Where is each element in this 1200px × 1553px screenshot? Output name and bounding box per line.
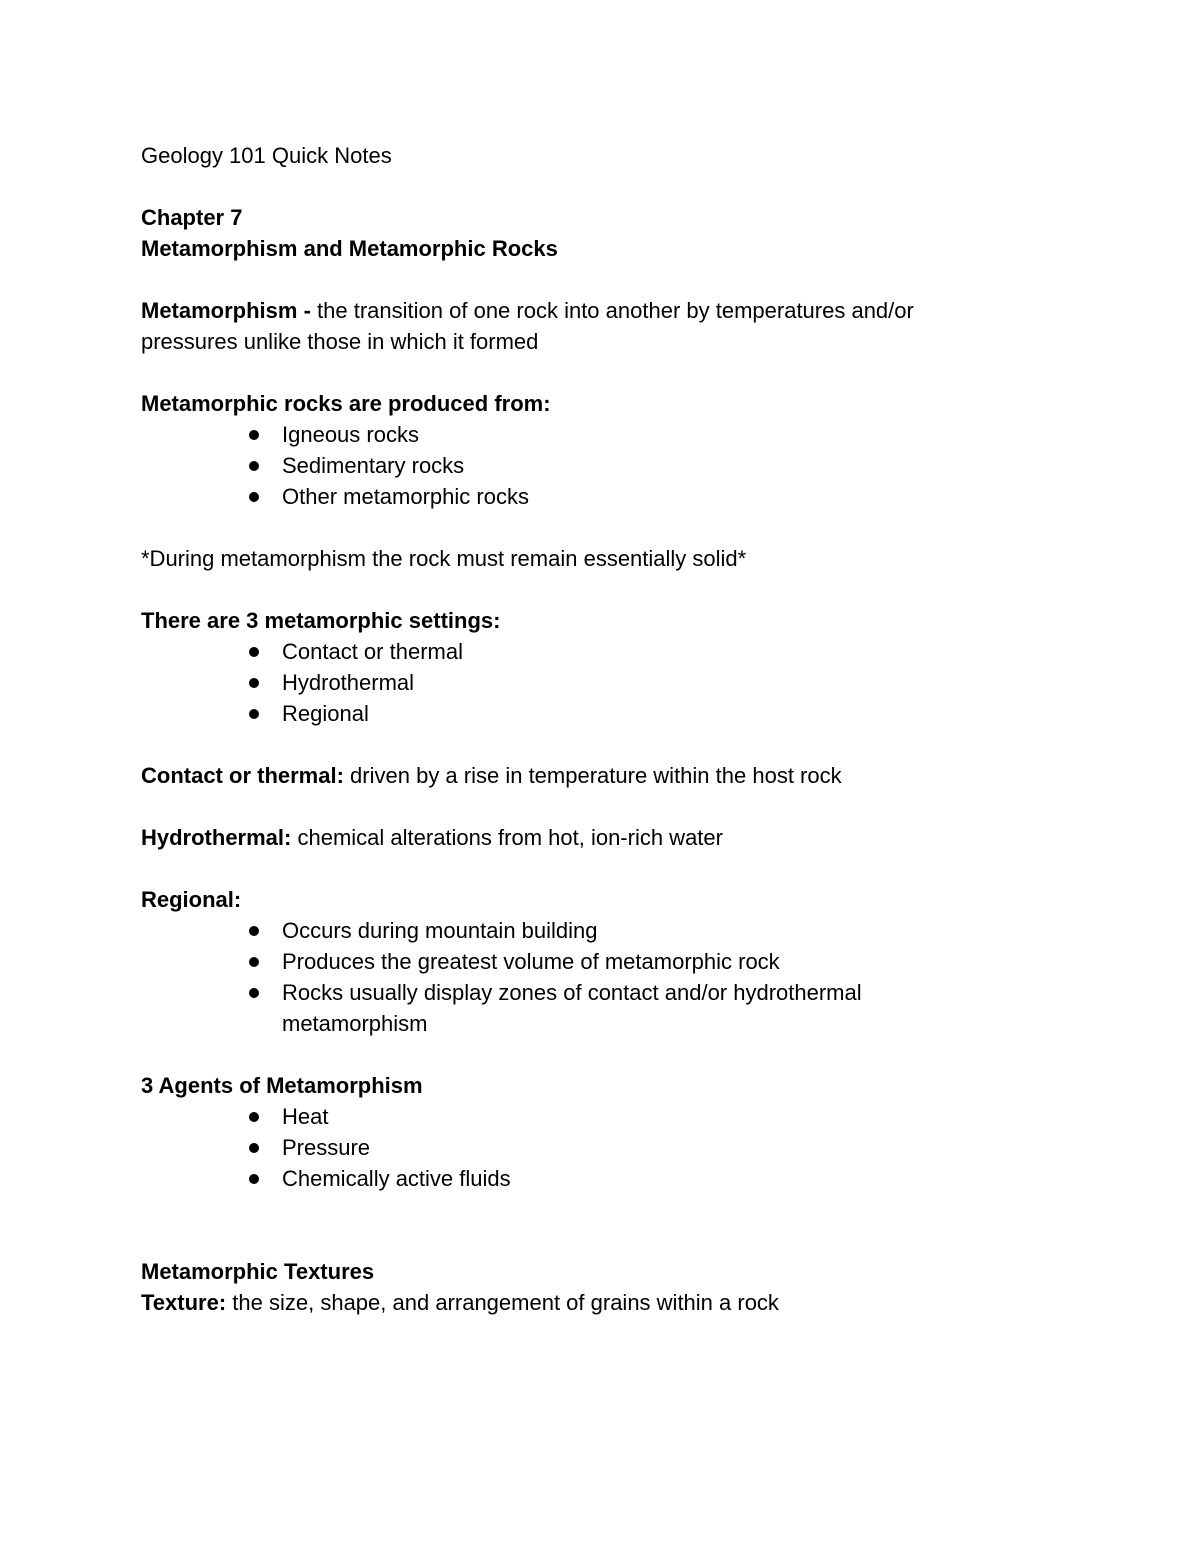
document-body [141,140,1061,1318]
produced-from-heading: Metamorphic rocks are produced from: [141,391,551,416]
list-item-text: Hydrothermal [282,670,415,695]
definition-term: Hydrothermal: [141,825,292,850]
list-item-text: Contact or thermal [282,639,463,664]
settings-list [141,636,1061,729]
document-title: Geology 101 Quick Notes [141,143,392,168]
list-item-text: Sedimentary rocks [282,453,465,478]
list-item-text: Occurs during mountain building [282,918,598,943]
bullet-icon [249,926,259,936]
list-item [282,419,1061,450]
regional-heading: Regional: [141,887,242,912]
definition-text: chemical alterations from hot, ion-rich water [297,825,723,850]
definition-term: Contact or thermal: [141,763,344,788]
bullet-icon [249,647,259,657]
list-item-text: Rocks usually display zones of contact and/or hydrothermal metamorphism [282,980,862,1036]
list-item [282,946,1061,977]
regional-list [141,915,1061,1039]
bullet-icon [249,988,259,998]
spacer [141,264,1061,295]
list-item-text: Regional [282,701,369,726]
spacer [141,357,1061,388]
definition-term: Metamorphism - [141,298,311,323]
texture-definition [141,1287,1061,1318]
list-item-text: Produces the greatest volume of metamorphic rock [282,949,780,974]
spacer [141,1194,1061,1256]
bullet-icon [249,1174,259,1184]
bullet-icon [249,678,259,688]
bullet-icon [249,1143,259,1153]
bullet-icon [249,957,259,967]
spacer [141,729,1061,760]
solid-note: *During metamorphism the rock must remain essentially solid* [141,546,747,571]
list-item-text: Other metamorphic rocks [282,484,529,509]
hydrothermal-definition [141,822,1061,853]
list-item-text: Chemically active fluids [282,1166,511,1191]
agents-list [141,1101,1061,1194]
contact-definition [141,760,1061,791]
chapter-number: Chapter 7 [141,205,243,230]
bullet-icon [249,461,259,471]
definition-term: Texture: [141,1290,227,1315]
list-item [282,915,1061,946]
spacer [141,791,1061,822]
list-item [282,450,1061,481]
produced-from-list [141,419,1061,512]
bullet-icon [249,492,259,502]
list-item [282,977,922,1039]
list-item [282,1163,1061,1194]
list-item [282,698,1061,729]
list-item [282,1101,1061,1132]
list-item-text: Igneous rocks [282,422,419,447]
spacer [141,1039,1061,1070]
chapter-title: Metamorphism and Metamorphic Rocks [141,236,558,261]
definition-text: driven by a rise in temperature within the host rock [350,763,842,788]
agents-heading: 3 Agents of Metamorphism [141,1073,423,1098]
definition-text: the transition of one rock into another by temperatures and/or pressures unlike those in which it formed [141,298,914,354]
spacer [141,512,1061,543]
list-item [282,481,1061,512]
bullet-icon [249,430,259,440]
bullet-icon [249,1112,259,1122]
spacer [141,574,1061,605]
list-item [282,1132,1061,1163]
definition-text: the size, shape, and arrangement of grains within a rock [232,1290,779,1315]
list-item [282,667,1061,698]
metamorphism-definition [141,295,981,357]
spacer [141,853,1061,884]
bullet-icon [249,709,259,719]
list-item-text: Pressure [282,1135,371,1160]
settings-heading: There are 3 metamorphic settings: [141,608,501,633]
textures-heading: Metamorphic Textures [141,1259,375,1284]
list-item [282,636,1061,667]
list-item-text: Heat [282,1104,329,1129]
spacer [141,171,1061,202]
